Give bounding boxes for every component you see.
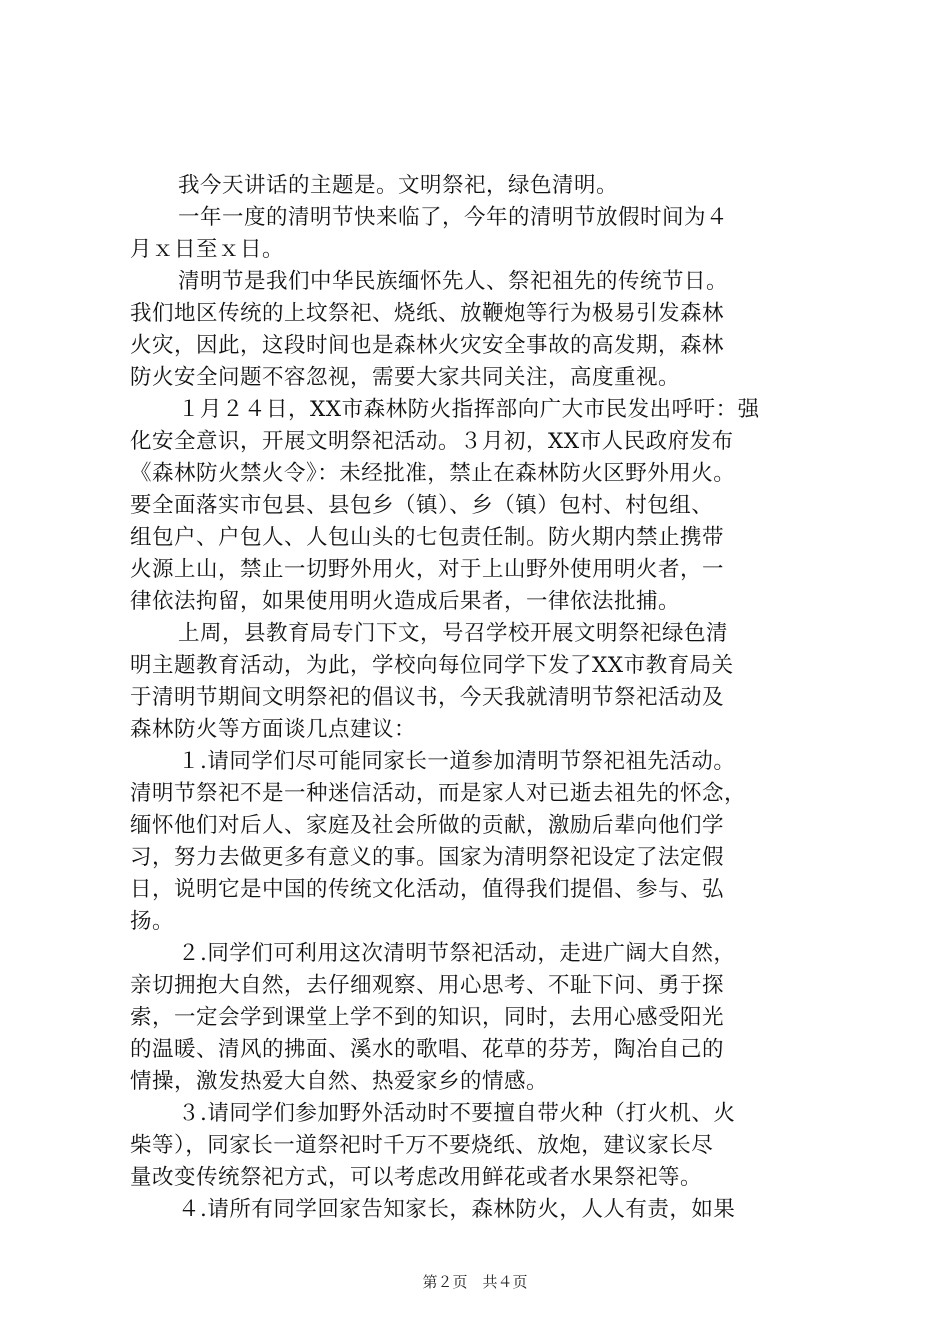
text-line: 月ｘ日至ｘ日。 — [130, 237, 285, 262]
text-line: ４.请所有同学回家告知家长，森林防火，人人有责，如果 — [178, 1197, 736, 1222]
text-line: ３.请同学们参加野外活动时不要擅自带火种（打火机、火 — [178, 1101, 736, 1126]
text-line: 扬。 — [130, 909, 175, 934]
text-line: 火灾，因此，这段时间也是森林火灾安全事故的高发期，森林 — [130, 333, 725, 358]
text-line: 于清明节期间文明祭祀的倡议书，今天我就清明节祭祀活动及 — [130, 685, 725, 710]
page-footer — [0, 1271, 950, 1292]
document-body — [130, 170, 830, 1226]
text-line: 柴等），同家长一道祭祀时千万不要烧纸、放炮，建议家长尽 — [130, 1133, 714, 1158]
text-line: 情操，激发热爱大自然、热爱家乡的情感。 — [130, 1069, 549, 1094]
text-line: 上周，县教育局专门下文，号召学校开展文明祭祀绿色清 — [178, 621, 729, 646]
text-line: 我们地区传统的上坟祭祀、烧纸、放鞭炮等行为极易引发森林 — [130, 301, 725, 326]
text-line: 量改变传统祭祀方式，可以考虑改用鲜花或者水果祭祀等。 — [130, 1165, 703, 1190]
text-line: １.请同学们尽可能同家长一道参加清明节祭祀祖先活动。 — [178, 749, 736, 774]
text-line: 缅怀他们对后人、家庭及社会所做的贡献，激励后辈向他们学 — [130, 813, 725, 838]
text-line: 火源上山，禁止一切野外用火，对于上山野外使用明火者，一 — [130, 557, 725, 582]
text-line: 化安全意识，开展文明祭祀活动。３月初，XX市人民政府发布 — [130, 429, 734, 454]
text-line: 清明节祭祀不是一种迷信活动，而是家人对已逝去祖先的怀念， — [130, 781, 747, 806]
text-line: 日，说明它是中国的传统文化活动，值得我们提倡、参与、弘 — [130, 877, 725, 902]
page-number: 第２页 共４页 — [422, 1273, 528, 1291]
text-line: 要全面落实市包县、县包乡（镇）、乡（镇）包村、村包组、 — [130, 493, 714, 518]
text-line: １月２４日，XX市森林防火指挥部向广大市民发出呼吁：强 — [178, 397, 760, 422]
text-line: 索，一定会学到课堂上学不到的知识，同时，去用心感受阳光 — [130, 1005, 725, 1030]
text-line: 组包户、户包人、人包山头的七包责任制。防火期内禁止携带 — [130, 525, 725, 550]
text-line: 清明节是我们中华民族缅怀先人、祭祀祖先的传统节日。 — [178, 269, 729, 294]
text-line: 的温暖、清风的拂面、溪水的歌唱、花草的芬芳，陶冶自己的 — [130, 1037, 725, 1062]
text-line: 一年一度的清明节快来临了，今年的清明节放假时间为４ — [178, 205, 729, 230]
text-line: 明主题教育活动，为此，学校向每位同学下发了XX市教育局关 — [130, 653, 734, 678]
text-line: 习，努力去做更多有意义的事。国家为清明祭祀设定了法定假 — [130, 845, 725, 870]
text-line: 律依法拘留，如果使用明火造成后果者，一律依法批捕。 — [130, 589, 681, 614]
text-line: 亲切拥抱大自然，去仔细观察、用心思考、不耻下问、勇于探 — [130, 973, 725, 998]
text-line: ２.同学们可利用这次清明节祭祀活动，走进广阔大自然， — [178, 941, 736, 966]
text-line: 我今天讲话的主题是。文明祭祀，绿色清明。 — [178, 173, 619, 198]
text-line: 森林防火等方面谈几点建议： — [130, 717, 417, 742]
text-line: 防火安全问题不容忽视，需要大家共同关注，高度重视。 — [130, 365, 681, 390]
text-line: 《森林防火禁火令》：未经批准，禁止在森林防火区野外用火。 — [130, 461, 736, 486]
